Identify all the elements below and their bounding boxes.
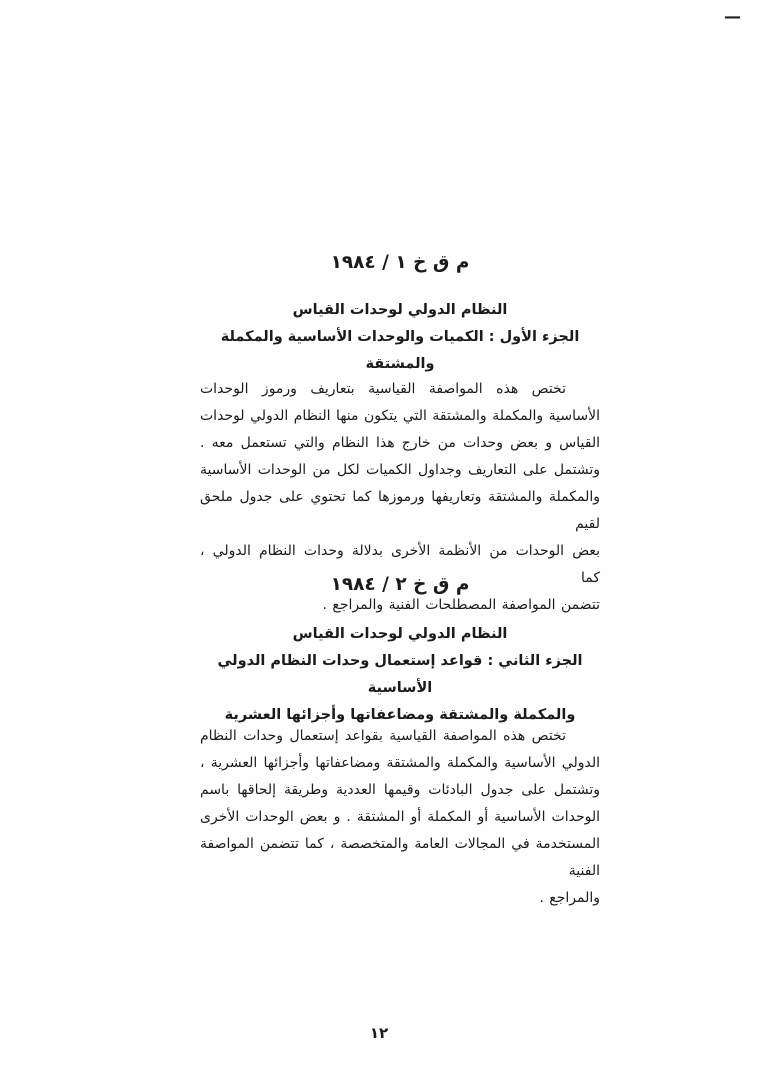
paragraph-line: الأساسية والمكملة والمشتقة التي يتكون منها النظام الدولي لوحدات	[200, 408, 600, 424]
paragraph-line: تختص هذه المواصفة القياسية بقواعد إستعمال وحدات النظام	[200, 728, 566, 744]
section-body-part2	[200, 723, 600, 912]
paragraph-line: تتضمن المواصفة المصطلحات الفنية والمراجع .	[322, 597, 600, 613]
section-title-part2	[200, 621, 600, 729]
top-right-dash-mark: —	[724, 7, 741, 27]
title-line: النظام الدولي لوحدات القياس	[292, 626, 508, 642]
paragraph-line: وتشتمل على جدول البادئات وقيمها العددية وطريقة إلحاقها باسم	[200, 782, 600, 798]
title-line: الجزء الثاني : قواعد إستعمال وحدات النظام الدولي الأساسية	[217, 653, 583, 696]
title-line: الجزء الأول : الكميات والوحدات الأساسية والمكملة والمشتقة	[220, 329, 580, 372]
section-title-part1	[200, 297, 600, 378]
page-number: ١٢	[369, 1024, 389, 1042]
paragraph-line: والمكملة والمشتقة وتعاريفها ورموزها كما تحتوي على جدول ملحق لقيم	[200, 489, 600, 532]
paragraph-line: بعض الوحدات من الأنظمة الأخرى بدلالة وحدات النظام الدولي ، كما	[200, 543, 600, 586]
doc-code-heading-part2: م ق خ ٢ / ١٩٨٤	[330, 574, 470, 595]
paragraph-line: القياس و بعض وحدات من خارج هذا النظام والتي تستعمل معه .	[200, 435, 600, 451]
paragraph-line: وتشتمل على التعاريف وجداول الكميات لكل من الوحدات الأساسية	[200, 462, 600, 478]
paragraph-line: تختص هذه المواصفة القياسية بتعاريف ورموز الوحدات	[200, 381, 566, 397]
doc-code-heading-part1: م ق خ ١ / ١٩٨٤	[330, 252, 470, 273]
title-line: والمكملة والمشتقة ومضاعفاتها وأجزائها العشرية	[224, 707, 576, 723]
paragraph-line: والمراجع .	[539, 890, 600, 906]
paragraph-line: المستخدمة في المجالات العامة والمتخصصة ، كما تتضمن المواصفة الفنية	[200, 836, 600, 879]
paragraph-line: الوحدات الأساسية أو المكملة أو المشتقة . و بعض الوحدات الأخرى	[200, 809, 600, 825]
paragraph-line: الدولي الأساسية والمكملة والمشتقة ومضاعفاتها وأجزائها العشرية ،	[200, 755, 600, 771]
title-line: النظام الدولي لوحدات القياس	[292, 302, 508, 318]
